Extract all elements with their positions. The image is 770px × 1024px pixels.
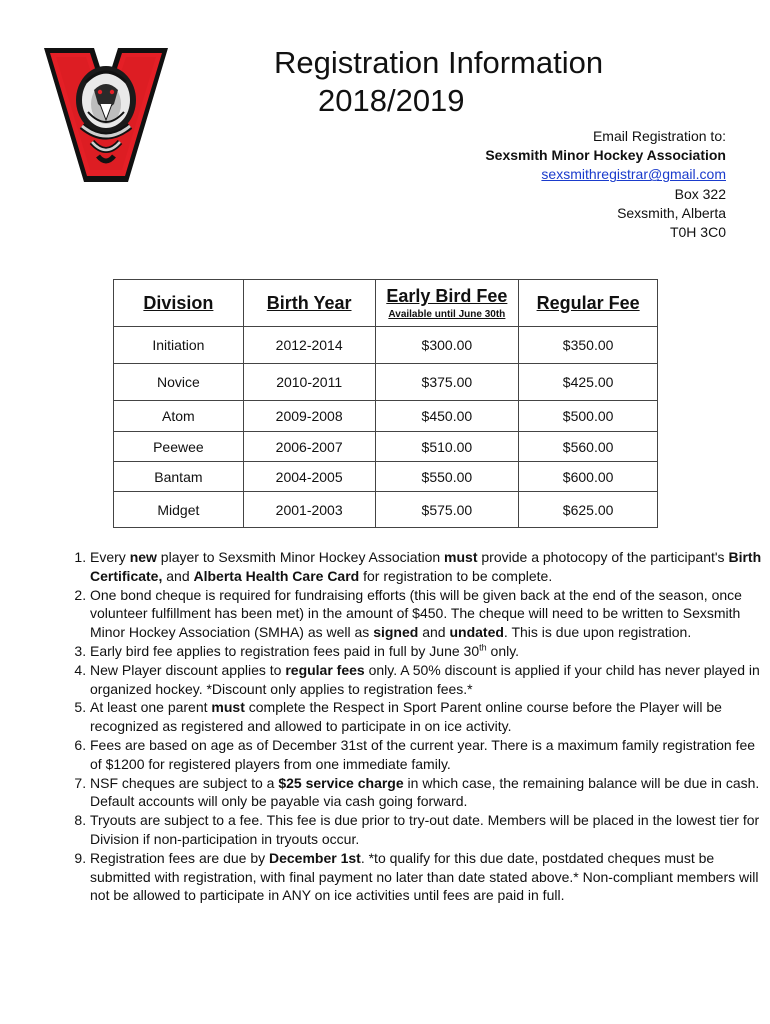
regular-fee-cell: $425.00 [519,364,658,401]
registration-notes [46,548,770,905]
header-regular-fee: Regular Fee [519,280,658,327]
early-bird-fee-cell: $300.00 [375,327,519,364]
regular-fee-cell: $560.00 [519,432,658,462]
birth-year-cell: 2012-2014 [243,327,375,364]
vipers-logo [42,42,170,187]
division-cell: Peewee [114,432,244,462]
early-bird-fee-cell: $550.00 [375,462,519,492]
contact-block [485,127,726,242]
regular-fee-cell: $600.00 [519,462,658,492]
birth-year-cell: 2009-2008 [243,401,375,432]
header-division: Division [114,280,244,327]
title-line-1: Registration Information [274,45,604,80]
division-cell: Atom [114,401,244,432]
note-8: 8. Tryouts are subject to a fee. This fee is due prior to try-out date. Members will be placed in the lowest tier for Division if non-participation in tryouts occur. [90,811,770,849]
early-bird-fee-cell: $375.00 [375,364,519,401]
early-bird-fee-cell: $510.00 [375,432,519,462]
table-row [114,432,658,462]
note-3: 3. Early bird fee applies to registration fees paid in full by June 30th only. [90,642,770,661]
table-row [114,327,658,364]
birth-year-cell: 2004-2005 [243,462,375,492]
page-title [274,44,603,120]
header-birth-year: Birth Year [243,280,375,327]
regular-fee-cell: $625.00 [519,492,658,528]
contact-box: Box 322 [674,185,726,202]
early-bird-note: Available until June 30th [388,309,506,320]
note-5: 5. At least one parent must complete the Respect in Sport Parent online course before the Player will be recognized as registered and allowed to participate in on ice activity. [90,698,770,736]
contact-city: Sexsmith, Alberta [617,204,726,221]
division-cell: Initiation [114,327,244,364]
contact-postal: T0H 3C0 [669,224,726,241]
table-row [114,492,658,528]
fee-table-header [114,280,658,327]
division-cell: Novice [114,364,244,401]
note-9: 9. Registration fees are due by December 1st. *to qualify for this due date, postdated cheques must be submitted with registration, with final payment no later than date stated above.* Non-compliant members will not be allowed to participate in ANY on ice activities until fees are paid in full. [90,849,770,905]
note-1: 1. Every new player to Sexsmith Minor Hockey Association must provide a photocopy of the participant's Birth Certificate, and Alberta Health Care Card for registration to be complete. [90,548,770,586]
regular-fee-cell: $350.00 [519,327,658,364]
birth-year-cell: 2001-2003 [243,492,375,528]
early-bird-fee-cell: $575.00 [375,492,519,528]
table-row [114,364,658,401]
note-7: 7. NSF cheques are subject to a $25 service charge in which case, the remaining balance will be due in cash. Default accounts will only be payable via cash going forward. [90,774,770,812]
fee-table [113,279,658,528]
birth-year-cell: 2010-2011 [243,364,375,401]
table-row [114,462,658,492]
division-cell: Midget [114,492,244,528]
note-4: 4. New Player discount applies to regular fees only. A 50% discount is applied if your child has never played in organized hockey. *Discount only applies to registration fees.* [90,661,770,699]
table-row [114,401,658,432]
contact-intro: Email Registration to: [592,128,726,144]
note-6: 6. Fees are based on age as of December 31st of the current year. There is a maximum family registration fee of $1200 for registered players from one immediate family. [90,736,770,774]
division-cell: Bantam [114,462,244,492]
title-line-2: 2018/2019 [318,83,465,118]
regular-fee-cell: $500.00 [519,401,658,432]
note-2: 2. One bond cheque is required for fundraising efforts (this will be given back at the end of the season, once volunteer fulfillment has been met) in the amount of $450. The cheque will need to be written to Sexsmith Minor Hockey Association (SMHA) as well as signed and undated. This is due upon registration. [90,586,770,642]
contact-email-link[interactable]: sexsmithregistrar@gmail.com [541,166,726,183]
header-early-bird-fee: Early Bird Fee Available until June 30th [375,280,519,327]
early-bird-fee-cell: $450.00 [375,401,519,432]
birth-year-cell: 2006-2007 [243,432,375,462]
contact-organization: Sexsmith Minor Hockey Association [485,147,726,164]
